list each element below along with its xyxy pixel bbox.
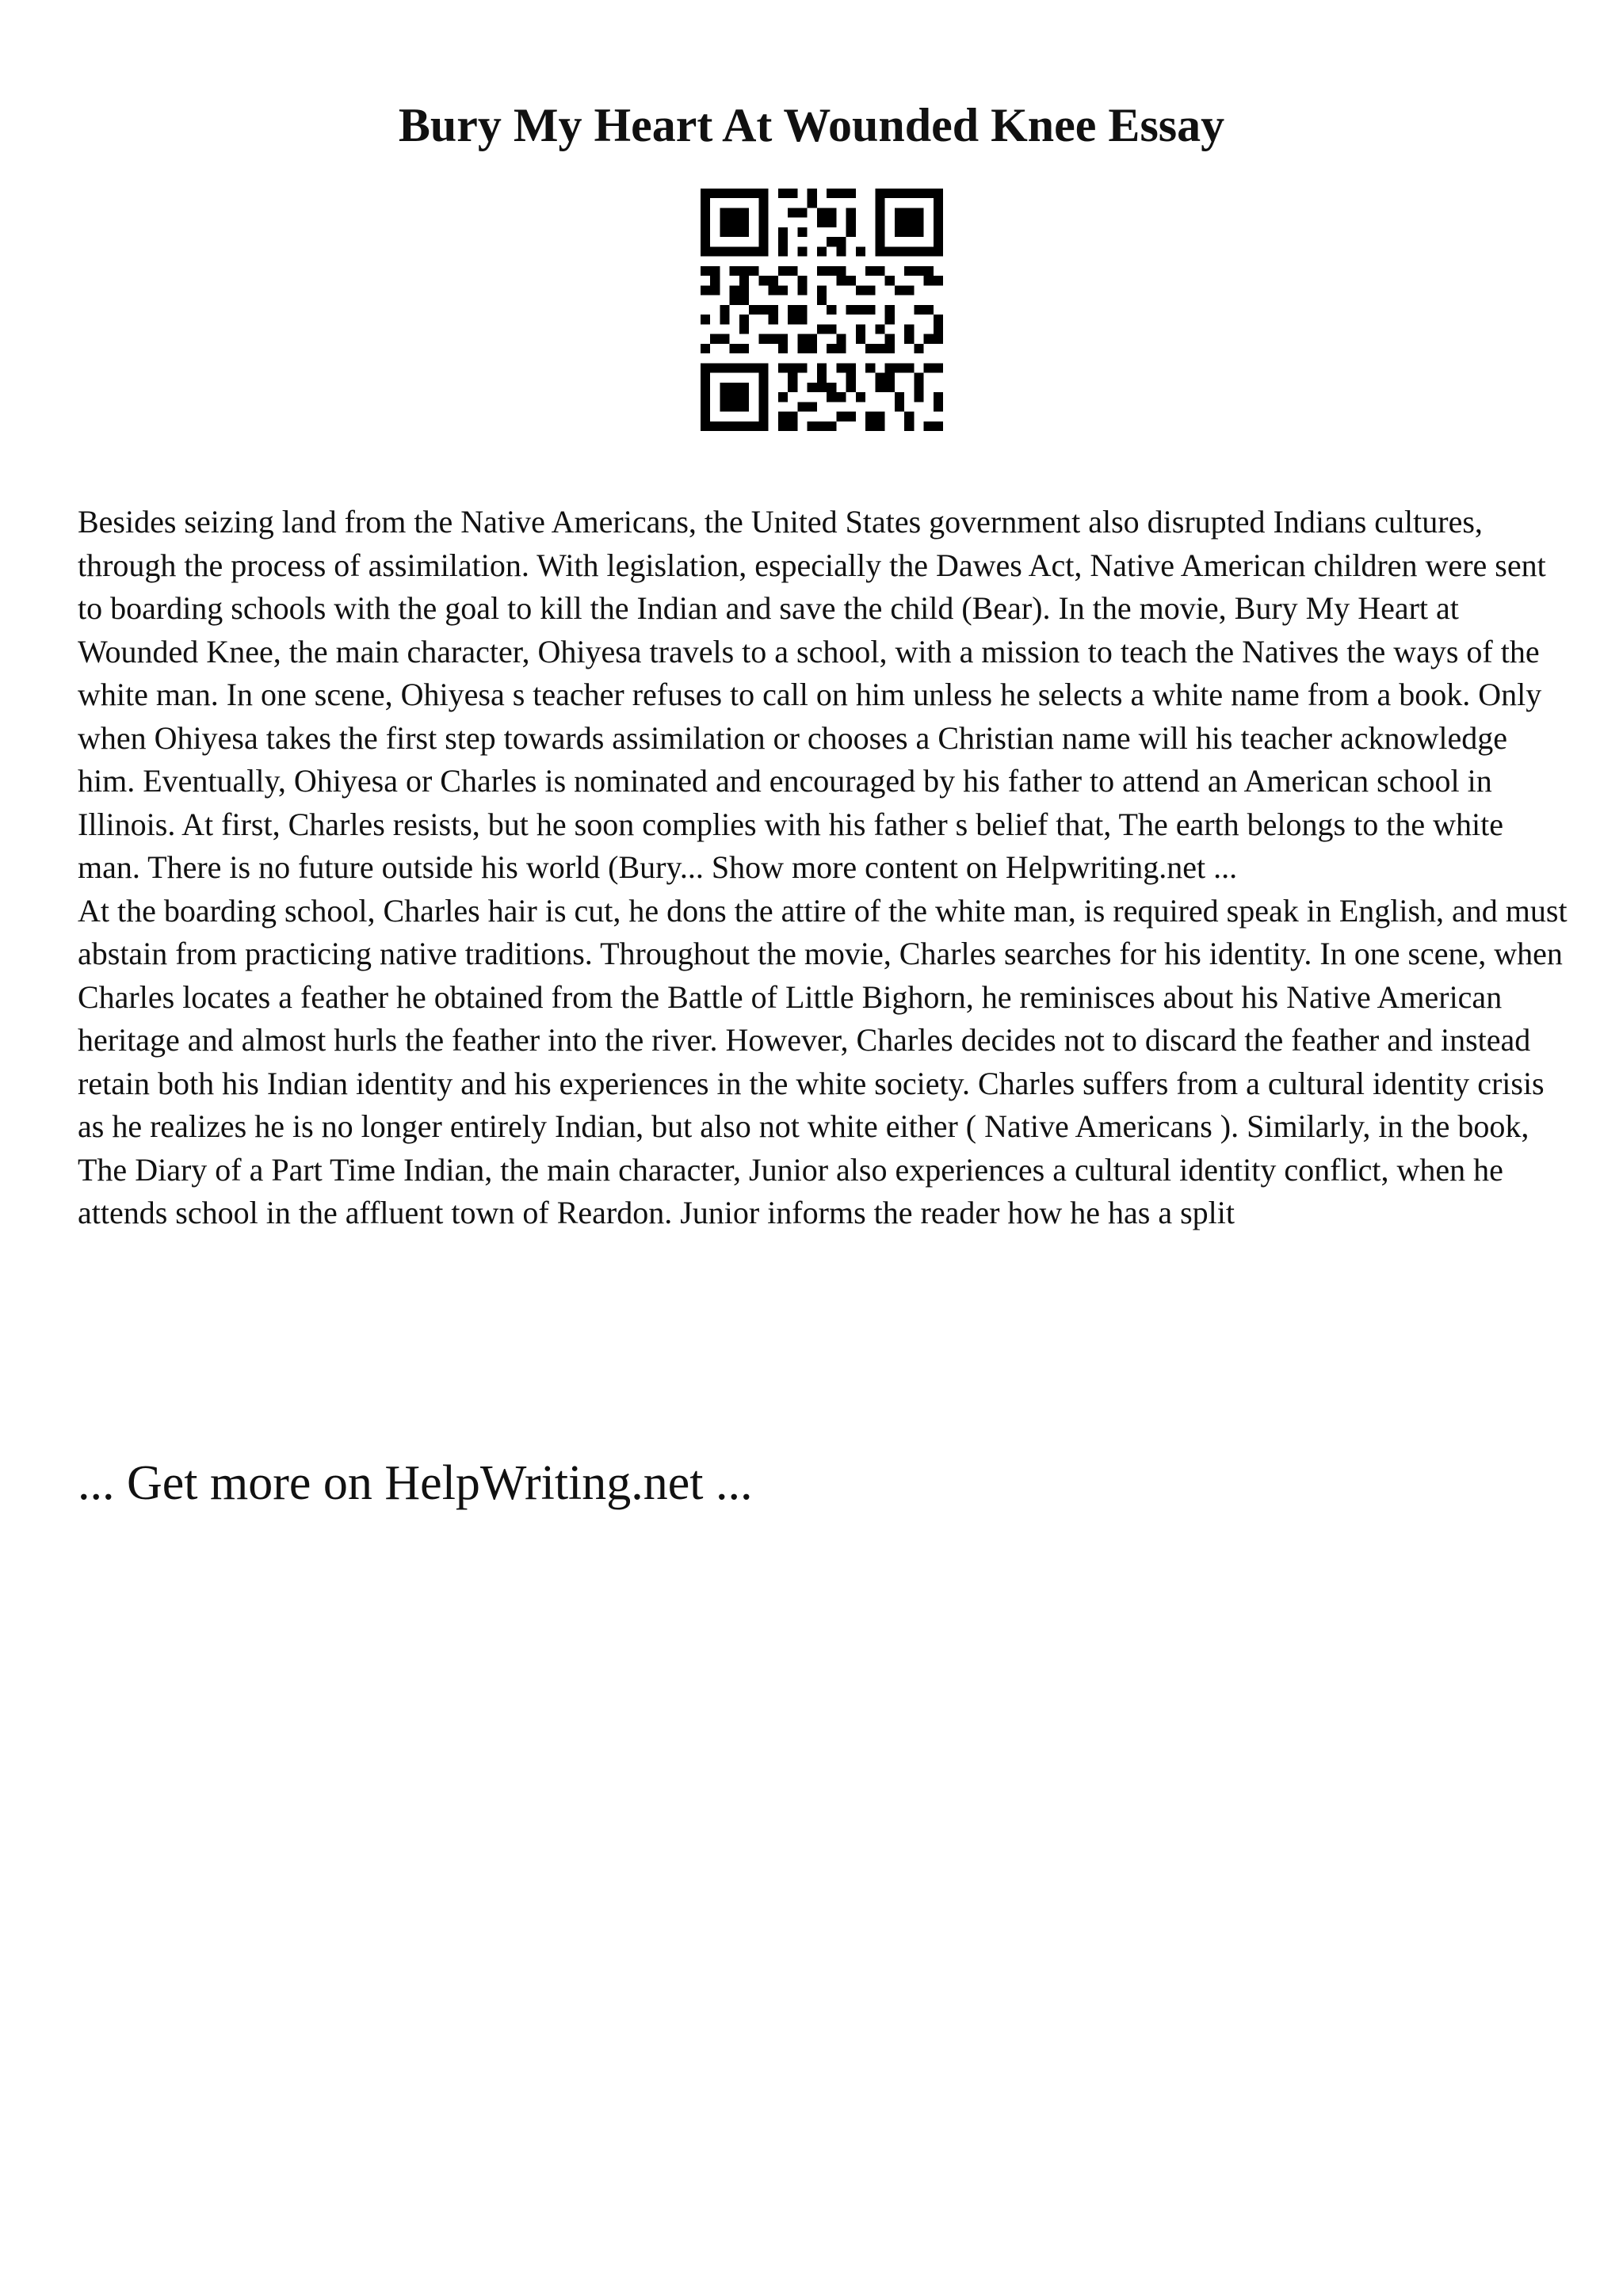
paragraph-1: Besides seizing land from the Native Americans, the United States government also disrupted Indians cultures, through the process of assimilation. With legislation, especially the Dawes Act, Native American children were sent to boarding schools with the goal to kill the Indian and save the child (Bear). In the movie, Bury My Heart at Wounded Knee, the main character, Ohiyesa travels to a school, with a mission to teach the Natives the ways of the white man. In one scene, Ohiyesa s teacher refuses to call on him unless he selects a white name from a book. Only when Ohiyesa takes the first step towards assimilation or chooses a Christian name will his teacher acknowledge him. Eventually, Ohiyesa or Charles is nominated and encouraged by his father to attend an American school in Illinois. At first, Charles resists, but he soon complies with his father s belief that, The earth belongs to the white man. There is no future outside his world (Bury... Show more content on Helpwriting.net ... <box>78 504 1546 885</box>
qr-code-icon <box>701 189 943 431</box>
paragraph-2: At the boarding school, Charles hair is cut, he dons the attire of the white man, is required speak in English, and must abstain from practicing native traditions. Throughout the movie, Charles searches for his identity. In one scene, when Charles locates a feather he obtained from the Battle of Little Bighorn, he reminisces about his Native American heritage and almost hurls the feather into the river. However, Charles decides not to discard the feather and instead retain both his Indian identity and his experiences in the white society. Charles suffers from a cultural identity crisis as he realizes he is no longer entirely Indian, but also not white either ( Native Americans ). Similarly, in the book, The Diary of a Part Time Indian, the main character, Junior also experiences a cultural identity conflict, when he attends school in the affluent town of Reardon. Junior informs the reader how he has a split <box>78 892 1568 1230</box>
essay-body <box>78 501 1568 1235</box>
helpwriting-footer-link[interactable]: ... Get more on HelpWriting.net ... <box>78 1456 753 1510</box>
document-title: Bury My Heart At Wounded Knee Essay <box>398 99 1225 151</box>
